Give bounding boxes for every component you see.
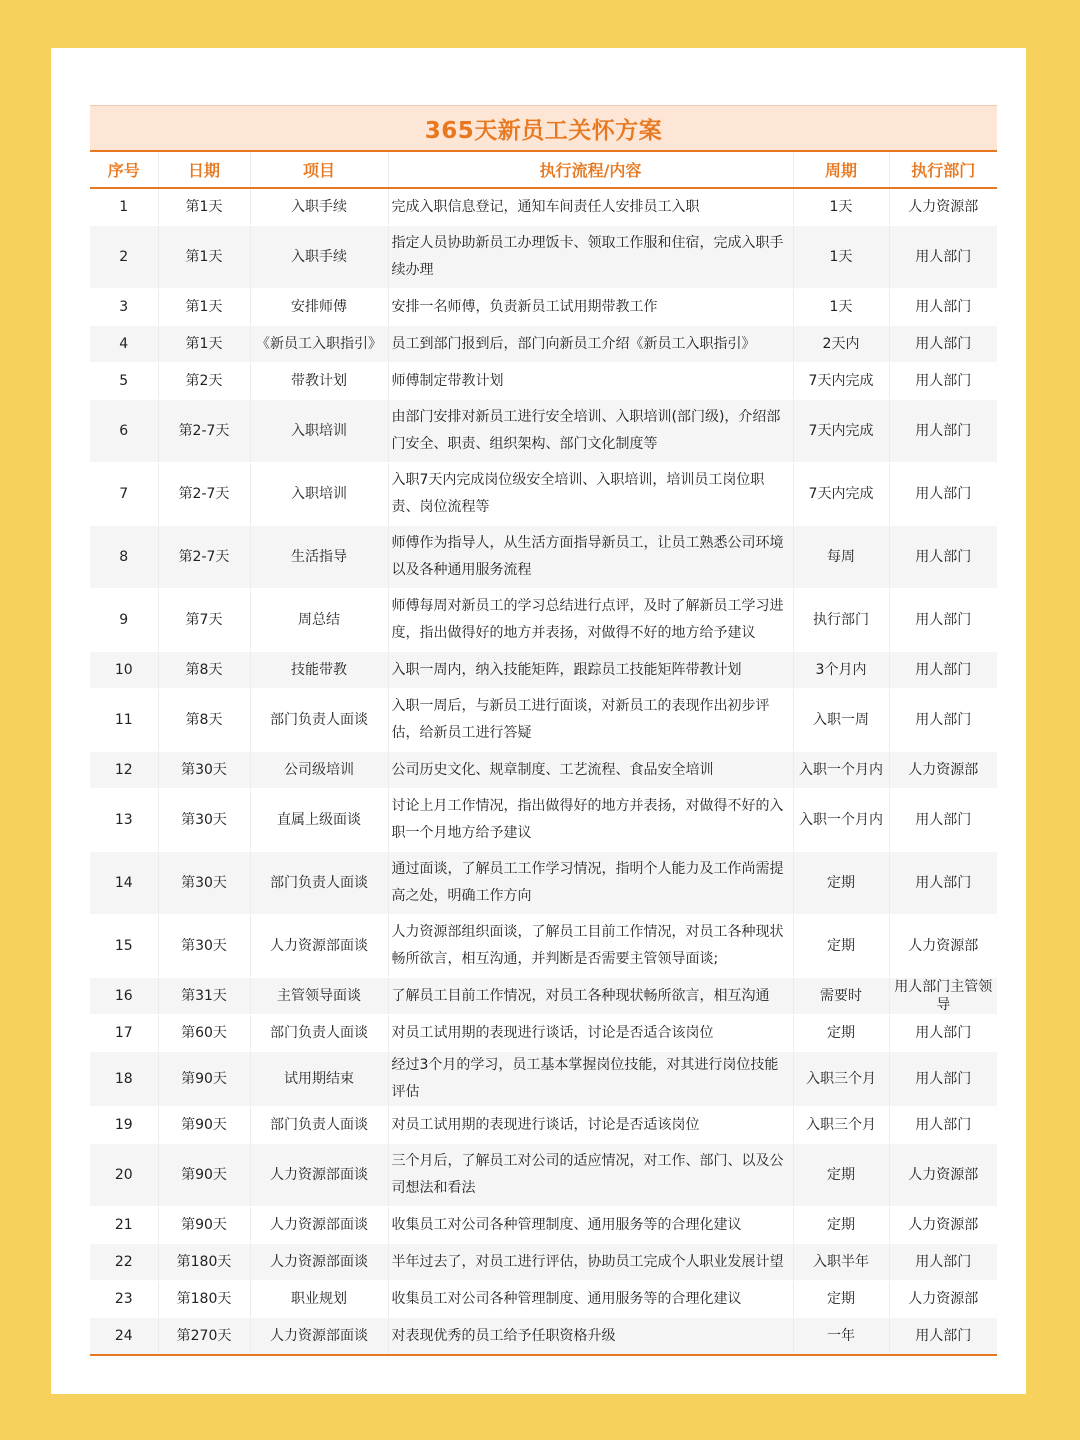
cell-no: 9	[90, 589, 158, 652]
cell-dept: 人力资源部	[889, 1207, 997, 1244]
cell-date: 第90天	[158, 1052, 250, 1107]
cell-dept: 用人部门	[889, 226, 997, 289]
cell-no: 7	[90, 463, 158, 526]
cell-dept: 人力资源部	[889, 188, 997, 226]
table-row	[90, 326, 997, 363]
cell-item: 生活指导	[250, 526, 388, 589]
cell-item: 安排师傅	[250, 289, 388, 326]
cell-date: 第30天	[158, 789, 250, 852]
cell-dept: 用人部门主管领导	[889, 978, 997, 1015]
cell-content: 由部门安排对新员工进行安全培训、入职培训(部门级)，介绍部门安全、职责、组织架构、部门文化制度等	[388, 400, 793, 463]
table-row	[90, 1244, 997, 1281]
table-row	[90, 526, 997, 589]
table-row	[90, 226, 997, 289]
cell-period: 一年	[793, 1318, 889, 1356]
cell-content: 讨论上月工作情况，指出做得好的地方并表扬，对做得不好的入职一个月地方给予建议	[388, 789, 793, 852]
cell-content: 通过面谈，了解员工工作学习情况，指明个人能力及工作尚需提高之处，明确工作方向	[388, 852, 793, 915]
table-row	[90, 289, 997, 326]
cell-content: 入职一周后，与新员工进行面谈，对新员工的表现作出初步评估，给新员工进行答疑	[388, 689, 793, 752]
table-row	[90, 1318, 997, 1356]
header-item: 项目	[250, 151, 388, 188]
cell-dept: 用人部门	[889, 789, 997, 852]
table-row	[90, 1107, 997, 1144]
cell-period: 入职半年	[793, 1244, 889, 1281]
cell-no: 19	[90, 1107, 158, 1144]
cell-period: 定期	[793, 1015, 889, 1052]
cell-content: 收集员工对公司各种管理制度、通用服务等的合理化建议	[388, 1281, 793, 1318]
cell-date: 第30天	[158, 915, 250, 978]
table-row	[90, 1015, 997, 1052]
cell-no: 8	[90, 526, 158, 589]
cell-content: 收集员工对公司各种管理制度、通用服务等的合理化建议	[388, 1207, 793, 1244]
cell-content: 了解员工目前工作情况，对员工各种现状畅所欲言，相互沟通	[388, 978, 793, 1015]
cell-item: 人力资源部面谈	[250, 1144, 388, 1207]
cell-date: 第1天	[158, 289, 250, 326]
cell-item: 主管领导面谈	[250, 978, 388, 1015]
cell-item: 入职手续	[250, 226, 388, 289]
cell-no: 11	[90, 689, 158, 752]
header-date: 日期	[158, 151, 250, 188]
cell-no: 15	[90, 915, 158, 978]
table-row	[90, 1207, 997, 1244]
cell-dept: 用人部门	[889, 1052, 997, 1107]
cell-content: 入职一周内，纳入技能矩阵，跟踪员工技能矩阵带教计划	[388, 652, 793, 689]
cell-period: 7天内完成	[793, 363, 889, 400]
cell-dept: 用人部门	[889, 400, 997, 463]
table-row	[90, 363, 997, 400]
cell-content: 入职7天内完成岗位级安全培训、入职培训，培训员工岗位职责、岗位流程等	[388, 463, 793, 526]
cell-dept: 用人部门	[889, 589, 997, 652]
cell-dept: 用人部门	[889, 689, 997, 752]
cell-no: 22	[90, 1244, 158, 1281]
cell-no: 16	[90, 978, 158, 1015]
cell-item: 直属上级面谈	[250, 789, 388, 852]
cell-date: 第8天	[158, 689, 250, 752]
cell-date: 第180天	[158, 1244, 250, 1281]
cell-dept: 人力资源部	[889, 1144, 997, 1207]
header-row	[90, 151, 997, 188]
cell-dept: 用人部门	[889, 652, 997, 689]
cell-period: 入职一周	[793, 689, 889, 752]
cell-date: 第1天	[158, 188, 250, 226]
cell-item: 部门负责人面谈	[250, 1107, 388, 1144]
header-content: 执行流程/内容	[388, 151, 793, 188]
cell-date: 第8天	[158, 652, 250, 689]
cell-content: 对表现优秀的员工给予任职资格升级	[388, 1318, 793, 1356]
cell-no: 4	[90, 326, 158, 363]
cell-period: 3个月内	[793, 652, 889, 689]
cell-dept: 用人部门	[889, 1244, 997, 1281]
cell-item: 试用期结束	[250, 1052, 388, 1107]
cell-no: 24	[90, 1318, 158, 1356]
header-period: 周期	[793, 151, 889, 188]
cell-no: 14	[90, 852, 158, 915]
cell-item: 部门负责人面谈	[250, 1015, 388, 1052]
cell-period: 1天	[793, 289, 889, 326]
cell-no: 5	[90, 363, 158, 400]
cell-date: 第2-7天	[158, 400, 250, 463]
cell-date: 第1天	[158, 226, 250, 289]
cell-no: 20	[90, 1144, 158, 1207]
table-row	[90, 400, 997, 463]
cell-period: 需要时	[793, 978, 889, 1015]
cell-period: 定期	[793, 1281, 889, 1318]
cell-no: 18	[90, 1052, 158, 1107]
cell-period: 1天	[793, 188, 889, 226]
table-row	[90, 752, 997, 789]
cell-date: 第2-7天	[158, 526, 250, 589]
table-row	[90, 188, 997, 226]
cell-item: 《新员工入职指引》	[250, 326, 388, 363]
header-no: 序号	[90, 151, 158, 188]
cell-period: 执行部门	[793, 589, 889, 652]
cell-content: 师傅作为指导人，从生活方面指导新员工，让员工熟悉公司环境以及各种通用服务流程	[388, 526, 793, 589]
cell-content: 经过3个月的学习，员工基本掌握岗位技能，对其进行岗位技能评估	[388, 1052, 793, 1107]
header-dept: 执行部门	[889, 151, 997, 188]
cell-item: 人力资源部面谈	[250, 1318, 388, 1356]
cell-date: 第270天	[158, 1318, 250, 1356]
cell-content: 对员工试用期的表现进行谈话，讨论是否适合该岗位	[388, 1015, 793, 1052]
cell-item: 人力资源部面谈	[250, 915, 388, 978]
cell-no: 2	[90, 226, 158, 289]
cell-content: 指定人员协助新员工办理饭卡、领取工作服和住宿，完成入职手续办理	[388, 226, 793, 289]
table-title: 365天新员工关怀方案	[90, 105, 997, 150]
table-row	[90, 1144, 997, 1207]
table-row	[90, 463, 997, 526]
cell-no: 10	[90, 652, 158, 689]
cell-content: 安排一名师傅，负责新员工试用期带教工作	[388, 289, 793, 326]
cell-period: 1天	[793, 226, 889, 289]
cell-date: 第30天	[158, 852, 250, 915]
card	[51, 48, 1026, 1394]
cell-date: 第90天	[158, 1107, 250, 1144]
cell-no: 3	[90, 289, 158, 326]
cell-no: 23	[90, 1281, 158, 1318]
cell-item: 人力资源部面谈	[250, 1207, 388, 1244]
cell-dept: 用人部门	[889, 526, 997, 589]
table-row	[90, 1281, 997, 1318]
cell-period: 定期	[793, 1144, 889, 1207]
cell-dept: 用人部门	[889, 1015, 997, 1052]
cell-dept: 人力资源部	[889, 1281, 997, 1318]
cell-item: 人力资源部面谈	[250, 1244, 388, 1281]
cell-content: 对员工试用期的表现进行谈话，讨论是否适该岗位	[388, 1107, 793, 1144]
cell-content: 三个月后，了解员工对公司的适应情况，对工作、部门、以及公司想法和看法	[388, 1144, 793, 1207]
cell-period: 入职三个月	[793, 1052, 889, 1107]
cell-date: 第30天	[158, 752, 250, 789]
table-row	[90, 915, 997, 978]
cell-period: 入职一个月内	[793, 789, 889, 852]
cell-item: 周总结	[250, 589, 388, 652]
cell-no: 6	[90, 400, 158, 463]
cell-item: 公司级培训	[250, 752, 388, 789]
cell-period: 入职一个月内	[793, 752, 889, 789]
cell-dept: 人力资源部	[889, 752, 997, 789]
table-row	[90, 689, 997, 752]
table-row	[90, 1052, 997, 1107]
cell-item: 带教计划	[250, 363, 388, 400]
cell-date: 第90天	[158, 1144, 250, 1207]
cell-item: 入职手续	[250, 188, 388, 226]
plan-table-sheet	[90, 105, 997, 1356]
cell-period: 7天内完成	[793, 400, 889, 463]
cell-period: 2天内	[793, 326, 889, 363]
cell-content: 员工到部门报到后，部门向新员工介绍《新员工入职指引》	[388, 326, 793, 363]
cell-content: 师傅制定带教计划	[388, 363, 793, 400]
cell-item: 入职培训	[250, 400, 388, 463]
cell-dept: 用人部门	[889, 852, 997, 915]
cell-date: 第90天	[158, 1207, 250, 1244]
cell-date: 第7天	[158, 589, 250, 652]
cell-period: 入职三个月	[793, 1107, 889, 1144]
cell-item: 部门负责人面谈	[250, 689, 388, 752]
table-row	[90, 789, 997, 852]
cell-item: 职业规划	[250, 1281, 388, 1318]
cell-dept: 用人部门	[889, 289, 997, 326]
cell-no: 12	[90, 752, 158, 789]
cell-dept: 用人部门	[889, 363, 997, 400]
cell-date: 第180天	[158, 1281, 250, 1318]
cell-date: 第60天	[158, 1015, 250, 1052]
cell-content: 公司历史文化、规章制度、工艺流程、食品安全培训	[388, 752, 793, 789]
cell-date: 第1天	[158, 326, 250, 363]
cell-content: 半年过去了，对员工进行评估，协助员工完成个人职业发展计望	[388, 1244, 793, 1281]
cell-dept: 用人部门	[889, 326, 997, 363]
table-row	[90, 852, 997, 915]
cell-dept: 用人部门	[889, 463, 997, 526]
table-row	[90, 652, 997, 689]
cell-period: 每周	[793, 526, 889, 589]
cell-dept: 人力资源部	[889, 915, 997, 978]
plan-table	[90, 150, 997, 1356]
table-row	[90, 978, 997, 1015]
cell-period: 定期	[793, 915, 889, 978]
cell-period: 定期	[793, 1207, 889, 1244]
cell-no: 13	[90, 789, 158, 852]
cell-dept: 用人部门	[889, 1107, 997, 1144]
cell-content: 人力资源部组织面谈，了解员工目前工作情况，对员工各种现状畅所欲言，相互沟通，并判断是否需要主管领导面谈;	[388, 915, 793, 978]
cell-date: 第2天	[158, 363, 250, 400]
cell-content: 完成入职信息登记，通知车间责任人安排员工入职	[388, 188, 793, 226]
cell-dept: 用人部门	[889, 1318, 997, 1356]
cell-period: 7天内完成	[793, 463, 889, 526]
cell-date: 第2-7天	[158, 463, 250, 526]
cell-item: 部门负责人面谈	[250, 852, 388, 915]
cell-date: 第31天	[158, 978, 250, 1015]
cell-no: 21	[90, 1207, 158, 1244]
table-row	[90, 589, 997, 652]
cell-no: 1	[90, 188, 158, 226]
cell-no: 17	[90, 1015, 158, 1052]
cell-content: 师傅每周对新员工的学习总结进行点评，及时了解新员工学习进度，指出做得好的地方并表扬，对做得不好的地方给予建议	[388, 589, 793, 652]
cell-item: 技能带教	[250, 652, 388, 689]
cell-item: 入职培训	[250, 463, 388, 526]
cell-period: 定期	[793, 852, 889, 915]
